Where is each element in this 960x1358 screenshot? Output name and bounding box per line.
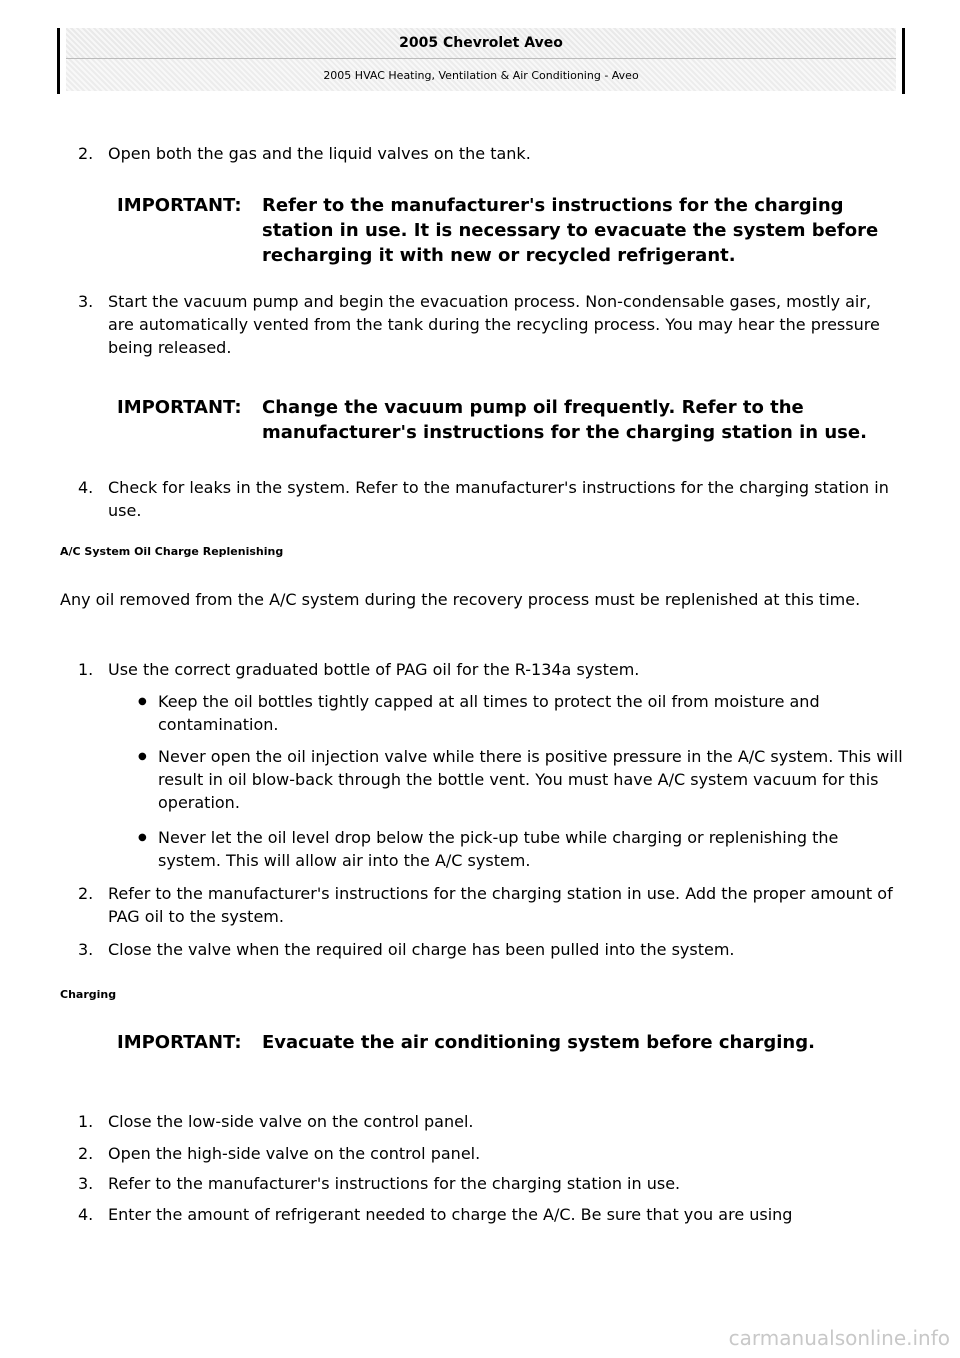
bullet-item <box>138 745 903 814</box>
bullet-icon: ● <box>138 696 147 707</box>
bullet-text: Never open the oil injection valve while there is positive pressure in the A/C system. This will result in oil blow-back through the bottle vent. You must have A/C system vacuum for this operation. <box>158 747 903 812</box>
document-subtitle: 2005 HVAC Heating, Ventilation & Air Conditioning - Aveo <box>66 59 896 91</box>
list-item <box>78 1110 898 1133</box>
important-text: Evacuate the air conditioning system before charging. <box>262 1032 815 1053</box>
list-item <box>78 1172 898 1195</box>
important-note <box>117 395 907 445</box>
bullet-icon: ● <box>138 751 147 762</box>
important-label: IMPORTANT: <box>117 195 242 216</box>
important-note <box>117 193 907 268</box>
list-item <box>78 142 898 165</box>
step-text: Close the low-side valve on the control panel. <box>108 1112 474 1131</box>
step-text: Use the correct graduated bottle of PAG oil for the R-134a system. <box>108 660 640 679</box>
important-label: IMPORTANT: <box>117 397 242 418</box>
important-text: Change the vacuum pump oil frequently. Refer to the manufacturer's instructions for the charging station in use. <box>262 397 867 443</box>
step-text: Enter the amount of refrigerant needed to charge the A/C. Be sure that you are using <box>108 1205 793 1224</box>
important-text: Refer to the manufacturer's instructions for the charging station in use. It is necessary to evacuate the system before recharging it with new or recycled refrigerant. <box>262 195 879 266</box>
paragraph: Any oil removed from the A/C system during the recovery process must be replenished at this time. <box>60 590 861 609</box>
bullet-text: Never let the oil level drop below the pick-up tube while charging or replenishing the system. This will allow air into the A/C system. <box>158 828 839 870</box>
document-title: 2005 Chevrolet Aveo <box>66 28 896 59</box>
list-item <box>78 938 898 961</box>
step-number: 3. <box>78 292 94 311</box>
bullet-text: Keep the oil bottles tightly capped at all times to protect the oil from moisture and contamination. <box>158 692 820 734</box>
step-text: Open both the gas and the liquid valves on the tank. <box>108 144 531 163</box>
important-label: IMPORTANT: <box>117 1032 242 1053</box>
list-item <box>78 882 898 928</box>
bullet-item <box>138 826 903 872</box>
list-item <box>78 290 898 359</box>
list-item <box>78 476 898 522</box>
section-heading-charging: Charging <box>60 988 117 1001</box>
step-number: 1. <box>78 1112 94 1131</box>
list-item <box>78 658 898 681</box>
important-note <box>117 1030 907 1055</box>
bullet-icon: ● <box>138 832 147 843</box>
section-heading-oil: A/C System Oil Charge Replenishing <box>60 545 284 558</box>
step-text: Open the high-side valve on the control panel. <box>108 1144 481 1163</box>
step-number: 4. <box>78 1205 94 1224</box>
step-text: Check for leaks in the system. Refer to the manufacturer's instructions for the charging station in use. <box>108 478 889 520</box>
step-number: 3. <box>78 1174 94 1193</box>
step-number: 3. <box>78 940 94 959</box>
step-number: 2. <box>78 1144 94 1163</box>
step-text: Refer to the manufacturer's instructions for the charging station in use. <box>108 1174 681 1193</box>
step-text: Close the valve when the required oil charge has been pulled into the system. <box>108 940 735 959</box>
bullet-item <box>138 690 903 736</box>
step-text: Start the vacuum pump and begin the evacuation process. Non-condensable gases, mostly air, are automatically vented from the tank during the recycling process. You may hear the pressure being released. <box>108 292 880 357</box>
page-header <box>57 28 905 94</box>
list-item <box>78 1142 898 1165</box>
step-number: 2. <box>78 144 94 163</box>
step-text: Refer to the manufacturer's instructions for the charging station in use. Add the proper amount of PAG oil to the system. <box>108 884 893 926</box>
step-number: 1. <box>78 660 94 679</box>
step-number: 4. <box>78 478 94 497</box>
step-number: 2. <box>78 884 94 903</box>
watermark: carmanualsonline.info <box>728 1326 950 1350</box>
list-item <box>78 1203 898 1226</box>
